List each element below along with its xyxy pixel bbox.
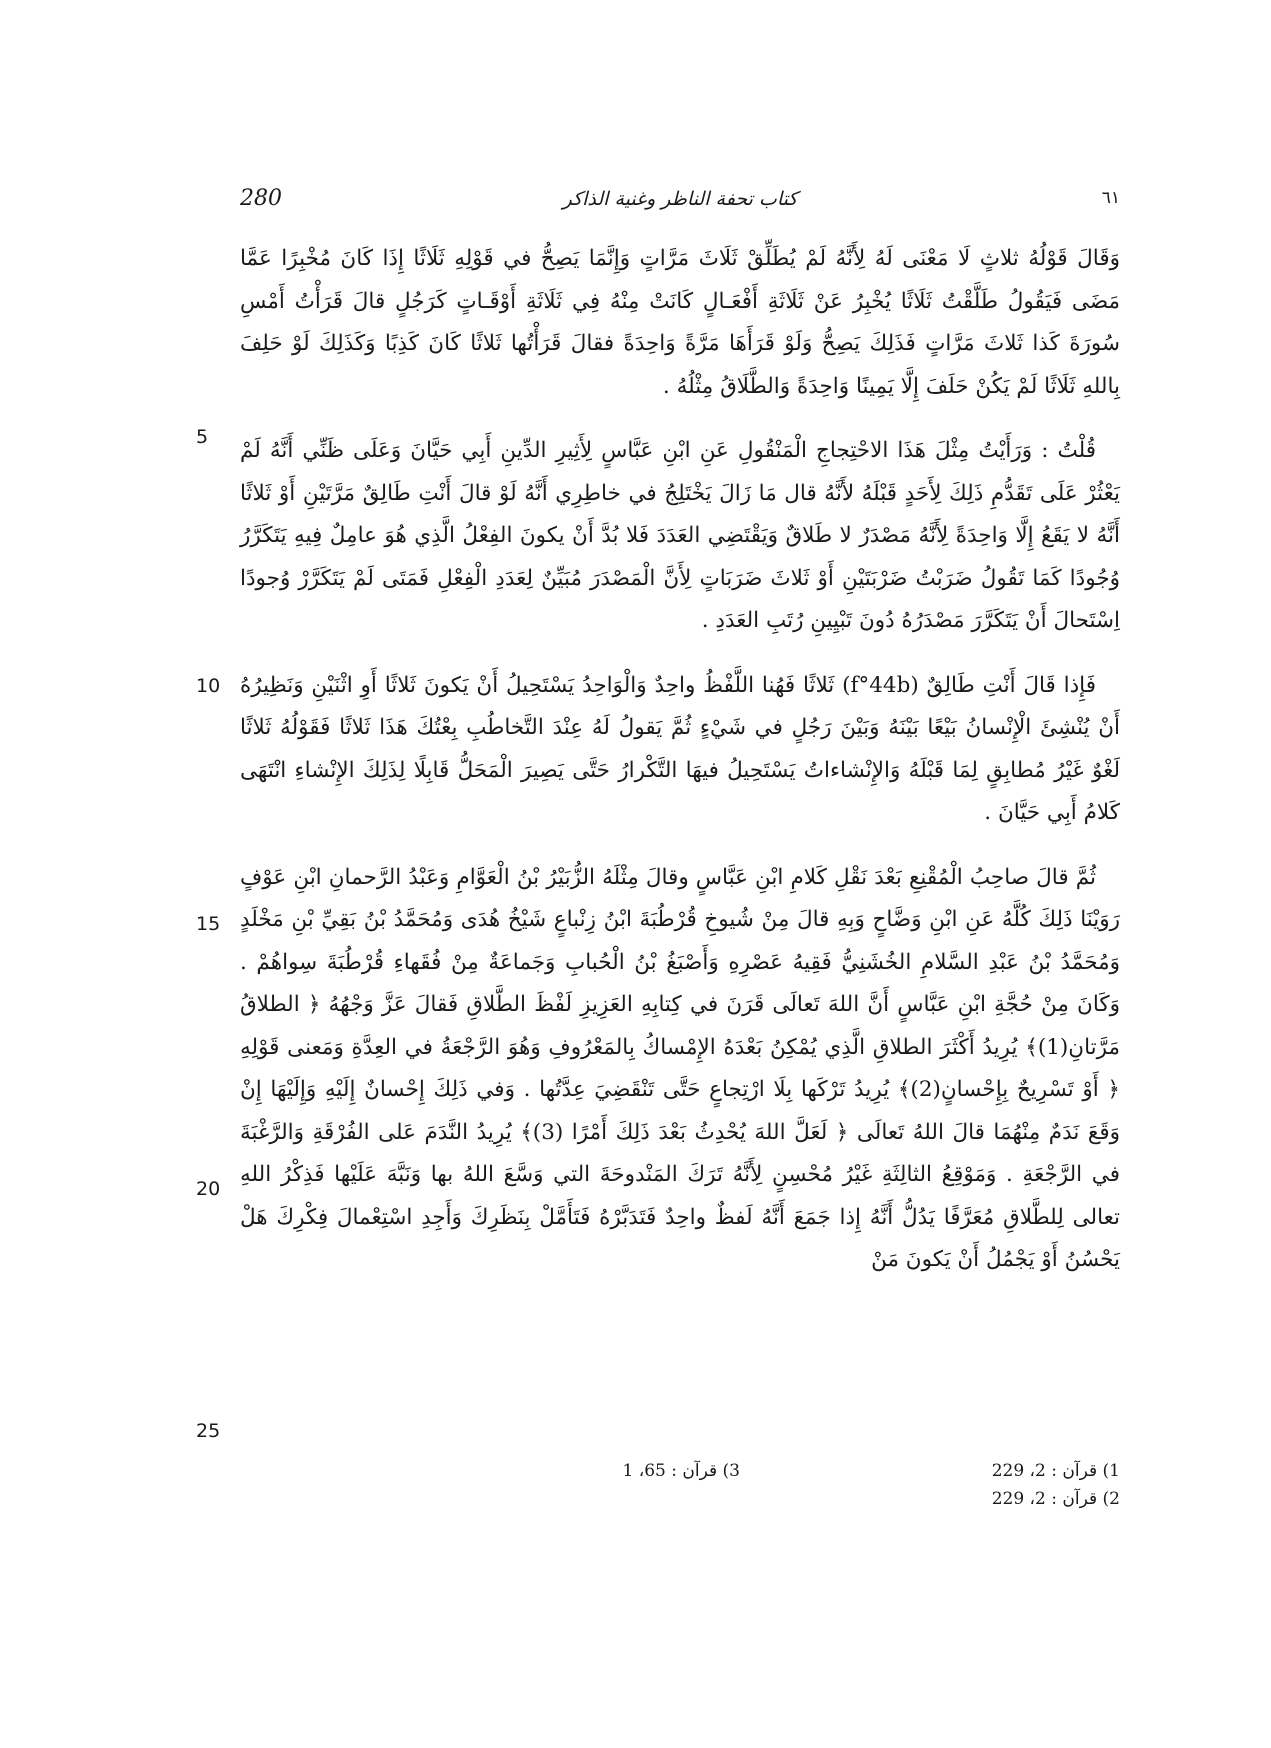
line-number: 5 xyxy=(196,426,209,448)
line-number: 25 xyxy=(196,1420,221,1442)
paragraph-4: ثُمَّ قالَ صاحِبُ الْمُقْنِعِ بَعْدَ نَقْلِ كَلامِ ابْنِ عَبَّاسٍ وقالَ مِثْلَهُ الزُّبَيْرُ بْنُ الْعَوَّامِ وَعَبْدُ الرَّحمانِ ابْنِ عَوْفٍ رَوَيْنَا ذَلِكَ كُلَّهُ عَنِ ابْنِ وَضَّاحٍ وَبِهِ قالَ مِنْ شُيوخِ قُرْطُبَةَ ابْنُ زِنْباعٍ شَيْخُ هُدَى وَمُحَمَّدُ بْنُ بَقِيِّ بْنِ مَخْلَدٍ وَمُحَمَّدُ بْنُ عَبْدِ السَّلامِ الخُشَنِيُّ فَقِيهُ عَصْرِهِ وَأَصْبَغُ بْنُ الْحُبابِ وَجَماعَةٌ مِنْ فُقَهاءِ قُرْطُبَةَ سِواهُمْ . وَكَانَ مِنْ حُجَّةِ ابْنِ عَبَّاسٍ أَنَّ اللهَ تَعالَى قَرَنَ في كِتابِهِ العَزِيزِ لَفْظَ الطَّلاقِ فَقالَ عَزَّ وَجْهُهُ ﴿ الطلاقُ مَرَّتانِ(1)﴾ يُرِيدُ أَكْثَرَ الطلاقِ الَّذِي يُمْكِنُ بَعْدَهُ الإِمْساكُ بِالمَعْرُوفِ وَهُوَ الرَّجْعَةُ في العِدَّةِ وَمَعنى قَوْلِهِ ﴿ أَوْ تَسْرِيحٌ بِإِحْسانٍ(2)﴾ يُرِيدُ تَرْكَها بِلَا ارْتِجاعٍ حَتَّى تَنْقَضِيَ عِدَّتُها . وَفي ذَلِكَ إِحْسانٌ إِلَيْهِ وَإِلَيْهَا إِنْ وَقَعَ نَدَمٌ مِنْهُمَا قالَ اللهُ تَعالَى ﴿ لَعَلَّ اللهَ يُحْدِثُ بَعْدَ ذَلِكَ أَمْرًا (3)﴾ يُرِيدُ النَّدَمَ عَلى الفُرْقَةِ وَالرَّغْبَةَ في الرَّجْعَةِ . وَمَوْقِعُ الثالِثَةِ غَيْرُ مُحْسِنٍ لِأَنَّهُ تَرَكَ المَنْدوحَةَ التي وَسَّعَ اللهُ بها وَنَبَّهَ عَلَيْها فَذِكْرُ اللهِ تعالى لِلطَّلاقِ مُعَرَّفًا يَدُلُّ أَنَّهُ إِذا جَمَعَ أَنَّهُ لَفظٌ واحِدٌ فَتَدَبَّرْهُ فَتَأَمَّلْ بِنَظَرِكَ وَأَجِدِ اسْتِعْمالَ فِكْرِكَ هَلْ يَحْسُنُ أَوْ يَجْمُلُ أَنْ يَكونَ مَنْ xyxy=(240,864,1120,1272)
book-title: كتاب تحفة الناظر وغنية الذاكر xyxy=(562,188,798,210)
paragraph-2: قُلْتُ : وَرَأَيْتُ مِثْلَ هَذَا الاحْتِجاجِ الْمَنْقُولِ عَنِ ابْنِ عَبَّاسٍ لِأَثِيرِ الدِّينِ أَبِي حَيَّانَ وَعَلَى ظَنِّي أَنَّهُ لَمْ يَعْثُرْ عَلَى تَقَدُّمِ ذَلِكَ لِأَحَدٍ قَبْلَهُ لأَنَّهُ قال مَا زَالَ يَخْتَلِجُ في خاطِرِي أَنَّهُ لَوْ قالَ أَنْتِ طَالِقٌ مَرَّتَيْنِ أَوْ ثَلاثًا أَنَّهُ لا يَقَعُ إِلَّا وَاحِدَةً لِأَنَّهُ مَصْدَرٌ لا طَلاقٌ وَيَقْتَضِي العَدَدَ فَلا بُدَّ أَنْ يكونَ الفِعْلُ الَّذِي هُوَ عامِلٌ فِيهِ يَتَكَرَّرُ وُجُودًا كَمَا تَقُولُ ضَرَبْتُ ضَرْبَتَيْنِ أَوْ ثَلاثَ ضَرَبَاتٍ لِأَنَّ الْمَصْدَرَ مُبَيِّنٌ لِعَدَدِ الْفِعْلِ فَمَتَى لَمْ يَتَكَرَّرْ وُجودًا اِسْتَحالَ أَنْ يَتَكَرَّرَ مَصْدَرُهُ دُونَ تَبْيِينِ رُتَبِ العَدَدِ . xyxy=(240,438,1120,633)
page-number: 280 xyxy=(240,186,282,211)
line-number: 20 xyxy=(196,1178,221,1200)
line-number: 15 xyxy=(196,913,221,935)
footnote-2: 2) قرآن : 2، 229 xyxy=(991,1489,1120,1509)
footnotes xyxy=(240,1461,1120,1541)
footnote-1: 1) قرآن : 2، 229 xyxy=(991,1461,1120,1481)
running-head xyxy=(240,186,1120,218)
folio-number: ٦١ xyxy=(1101,188,1120,208)
paragraph-1: وَقَالَ قَوْلُهُ ثلاثٍ لَا مَعْنَى لَهُ لِأَنَّهُ لَمْ يُطَلِّقْ ثَلَاثَ مَرَّاتٍ وَإِنَّمَا يَصِحُّ في قَوْلِهِ ثَلَاثًا إِذَا كَانَ مُخْبِرًا عَمَّا مَضَى فَيَقُولُ طَلَّقْتُ ثَلَاثًا يُخْبِرُ عَنْ ثَلَاثَةِ أَفْعَـالٍ كَانَتْ مِنْهُ فِي ثَلَاثَةِ أَوْقَـاتٍ كَرَجُلٍ قالَ قَرَأْتُ أَمْسِ سُورَةَ كَذا ثَلاثَ مَرَّاتٍ فَذَلِكَ يَصِحُّ وَلَوْ قَرَأَهَا مَرَّةً وَاحِدَةً فقالَ قَرَأْتُها ثَلاثًا كَانَ كَذِبًا وَكَذَلِكَ لَوْ حَلِفَ بِاللهِ ثَلَاثًا لَمْ يَكُنْ حَلَفَ إِلَّا يَمِينًا وَاحِدَةً وَالطَّلَاقُ مِثْلُهُ . xyxy=(240,246,1120,399)
footnote-3: 3) قرآن : 65، 1 xyxy=(622,1461,740,1481)
body-text xyxy=(240,232,1120,1282)
line-number: 10 xyxy=(196,675,221,697)
paragraph-3: فَإِذا قَالَ أَنْتِ طَالِقٌ (f°44b) ثَلاثًا فَهُنا اللَّفْظُ واحِدٌ وَالْوَاحِدُ يَسْتَحِيلُ أَنْ يَكونَ ثَلاثًا أَوِ اثْنَيْنِ وَنَظِيرُهُ أَنْ يُنْشِئَ الْإِنْسانُ بَيْعًا بَيْنَهُ وَبَيْنَ رَجُلٍ في شَيْءٍ ثُمَّ يَقولُ لَهُ عِنْدَ التَّخاطُبِ بِعْتُكَ هَذَا ثَلاثًا فَقَوْلُهُ ثَلاثًا لَغْوٌ غَيْرُ مُطابِقٍ لِمَا قَبْلَهُ وَالإِنْشاءاتُ يَسْتَحِيلُ فيهَا التَّكْرارُ حَتَّى يَصِيرَ الْمَحَلُّ قَابِلًا لِذَلِكَ الإِنْشاءِ انْتَهَى كَلامُ أَبِي حَيَّانَ . xyxy=(240,672,1120,825)
